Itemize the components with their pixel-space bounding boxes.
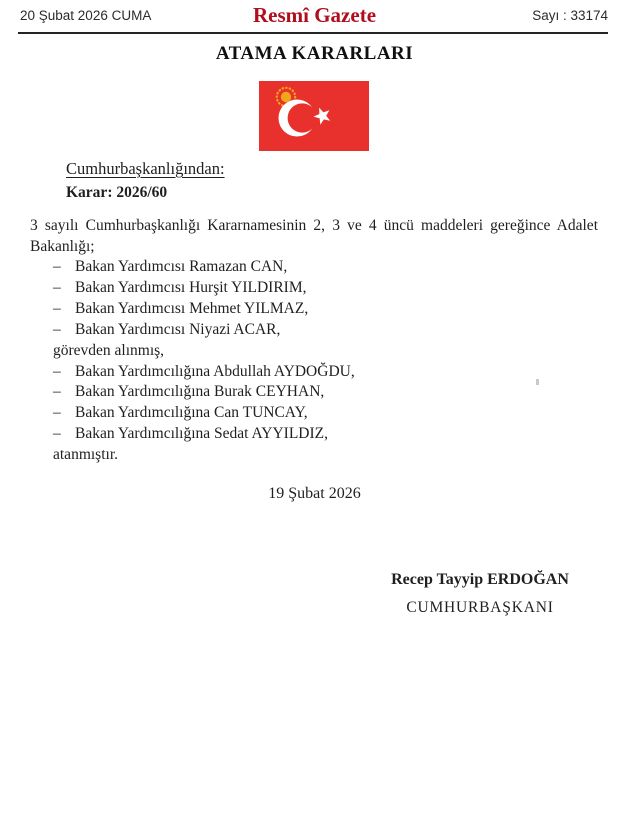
dismissed-item <box>30 278 598 299</box>
dash-bullet: – <box>53 278 61 296</box>
appointed-item-text: Bakan Yardımcılığına Can TUNCAY, <box>75 404 308 422</box>
signatory-name: Recep Tayyip ERDOĞAN <box>391 571 569 588</box>
turkish-flag-graphic <box>259 81 369 151</box>
header-issue-number: Sayı : 33174 <box>532 8 608 23</box>
appointed-item <box>30 424 598 445</box>
header-date: 20 Şubat 2026 CUMA <box>20 8 152 23</box>
appointed-item <box>30 382 598 403</box>
signature-block <box>355 571 605 617</box>
dash-bullet: – <box>53 299 61 317</box>
dash-bullet: – <box>53 404 61 422</box>
appointed-item-text: Bakan Yardımcılığına Abdullah AYDOĞDU, <box>75 362 355 380</box>
decree-intro-line1: 3 sayılı Cumhurbaşkanlığı Kararnamesinin 2, 3 ve 4 üncü maddeleri gereğince Adalet <box>30 217 598 234</box>
signatory-title: CUMHURBAŞKANI <box>406 599 554 616</box>
dismissed-closing: görevden alınmış, <box>53 341 165 359</box>
presidential-flag <box>259 81 369 151</box>
decree-body <box>30 257 598 466</box>
decree-date: 19 Şubat 2026 <box>268 485 361 502</box>
dash-bullet: – <box>53 258 61 275</box>
decree-authority: Cumhurbaşkanlığından: <box>66 159 225 178</box>
appointed-item-text: Bakan Yardımcılığına Sedat AYYILDIZ, <box>75 425 328 443</box>
gazette-title: Resmî Gazete <box>252 3 377 27</box>
appointed-closing: atanmıştır. <box>53 446 119 464</box>
dismissed-item <box>30 299 598 320</box>
dash-bullet: – <box>53 425 61 443</box>
section-title: ATAMA KARARLARI <box>215 43 414 64</box>
dash-bullet: – <box>53 362 61 380</box>
dismissed-item-text: Bakan Yardımcısı Mehmet YILMAZ, <box>75 299 309 317</box>
dismissed-item <box>30 257 598 278</box>
decree-number: Karar: 2026/60 <box>66 184 168 201</box>
appointed-item <box>30 362 598 383</box>
dash-bullet: – <box>53 383 61 401</box>
scan-speck-artifact <box>536 379 539 385</box>
dismissed-item-text: Bakan Yardımcısı Niyazi ACAR, <box>75 320 281 338</box>
dismissed-item-text: Bakan Yardımcısı Hurşit YILDIRIM, <box>75 278 307 296</box>
header-divider <box>18 32 608 34</box>
dismissed-item <box>30 320 598 341</box>
dismissed-item-text: Bakan Yardımcısı Ramazan CAN, <box>75 258 288 275</box>
appointed-item-text: Bakan Yardımcılığına Burak CEYHAN, <box>75 383 325 401</box>
decree-intro-line2: Bakanlığı; <box>30 238 95 255</box>
decree-intro <box>30 215 598 257</box>
appointed-item <box>30 403 598 424</box>
dash-bullet: – <box>53 320 61 338</box>
